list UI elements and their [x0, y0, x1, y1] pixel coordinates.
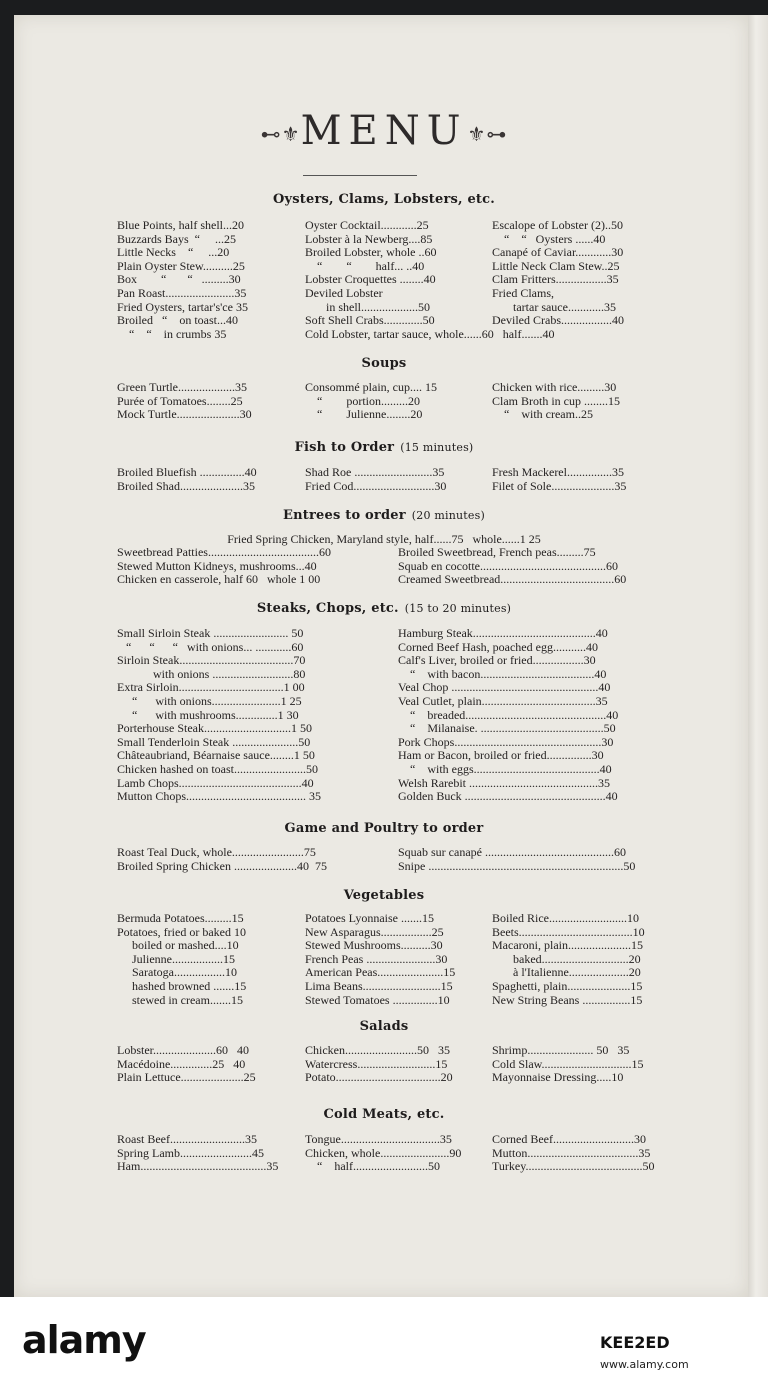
menu-item: Filet of Sole.....................35 — [492, 478, 627, 493]
menu-item: “ with cream..25 — [492, 407, 593, 422]
menu-item: Broiled “ on toast...40 — [117, 313, 238, 328]
menu-item: Golden Buck ...............................................40 — [398, 789, 618, 804]
menu-item: French Peas .......................30 — [305, 951, 448, 966]
menu-item: baked.............................20 — [492, 951, 641, 966]
menu-item: American Peas......................15 — [305, 965, 456, 980]
menu-item: Shrimp...................... 50 35 — [492, 1043, 630, 1057]
menu-item: “ Milanaise. .........................................50 — [398, 721, 616, 736]
salads-col-3 — [492, 1044, 644, 1085]
menu-item: Box “ “ .........30 — [117, 272, 241, 287]
menu-item: Ham or Bacon, broiled or fried...............30 — [398, 748, 604, 763]
menu-item: Porterhouse Steak.............................1 50 — [117, 721, 312, 736]
menu-item: Saratoga.................10 — [117, 965, 237, 980]
menu-item: Mock Turtle.....................30 — [117, 407, 252, 422]
menu-item: Oyster Cocktail............25 — [305, 218, 429, 232]
menu-item: Broiled Spring Chicken .....................40 75 — [117, 858, 327, 873]
menu-item: Lima Beans..........................15 — [305, 978, 453, 993]
menu-item: Creamed Sweetbread......................................60 — [398, 572, 627, 587]
section-title-steaks — [0, 601, 768, 616]
menu-item: Turkey.......................................50 — [492, 1159, 655, 1174]
menu-item: stewed in cream.......15 — [117, 992, 243, 1007]
menu-item: Cold Slaw..............................15 — [492, 1056, 644, 1071]
menu-item: Corned Beef...........................30 — [492, 1132, 646, 1146]
vegetables-col-1 — [117, 912, 246, 1007]
steaks-col-1 — [117, 627, 321, 804]
menu-item: Chicken, whole.......................90 — [305, 1145, 462, 1160]
menu-item: Shad Roe ..........................35 — [305, 465, 445, 479]
cold-meats-col-2 — [305, 1133, 461, 1174]
section-title-soups: Soups — [361, 356, 407, 371]
menu-item: Cold Lobster, tartar sauce, whole......60 half.......40 — [305, 326, 555, 341]
menu-item: hashed browned .......15 — [117, 978, 247, 993]
menu-item: Potatoes Lyonnaise .......15 — [305, 911, 434, 925]
menu-item: New String Beans ................15 — [492, 992, 643, 1007]
section-title-game: Game and Poultry to order — [284, 821, 484, 836]
menu-item: Chicken hashed on toast........................50 — [117, 761, 318, 776]
menu-item: Calf's Liver, broiled or fried.................30 — [398, 653, 596, 668]
menu-item: Buzzards Bays “ ...25 — [117, 231, 236, 246]
menu-item: Mutton.....................................35 — [492, 1145, 651, 1160]
steaks-note: (15 to 20 minutes) — [404, 602, 512, 615]
menu-item: Welsh Rarebit ...........................................35 — [398, 775, 611, 790]
menu-item: Purée of Tomatoes........25 — [117, 393, 243, 408]
menu-item: “ half.........................50 — [305, 1159, 440, 1174]
fish-col-2 — [305, 466, 446, 493]
menu-item: Pork Chops.................................................30 — [398, 734, 614, 749]
menu-item: Mutton Chops........................................ 35 — [117, 789, 322, 804]
menu-item: Spring Lamb........................45 — [117, 1145, 264, 1160]
cold-meats-col-3 — [492, 1133, 654, 1174]
menu-item: Corned Beef Hash, poached egg...........40 — [398, 639, 598, 654]
menu-item: Stewed Mushrooms..........30 — [305, 938, 443, 953]
menu-item: “ “ half... ..40 — [305, 258, 425, 273]
menu-item: Watercress..........................15 — [305, 1056, 448, 1071]
menu-item: Escalope of Lobster (2)..50 — [492, 218, 623, 232]
menu-item: “ “ Oysters ......40 — [492, 231, 606, 246]
stock-id: KEE2ED — [600, 1333, 670, 1352]
entrees-title-text: Entrees to order — [283, 508, 406, 523]
fish-col-1 — [117, 466, 257, 493]
menu-item: Lobster.....................60 40 — [117, 1043, 249, 1057]
menu-item: Canapé of Caviar............30 — [492, 245, 624, 260]
menu-item: “ with bacon......................................40 — [398, 666, 607, 681]
menu-item: boiled or mashed....10 — [117, 938, 239, 953]
title-ornament-right: ⚜⊶ — [467, 122, 508, 146]
menu-title — [0, 108, 768, 154]
entrees-note: (20 minutes) — [411, 509, 485, 522]
menu-item: “ breaded...............................................40 — [398, 707, 619, 722]
menu-item: Broiled Bluefish ...............40 — [117, 465, 257, 479]
menu-item: Consommé plain, cup.... 15 — [305, 380, 437, 394]
menu-item: Plain Oyster Stew..........25 — [117, 258, 245, 273]
menu-item: Deviled Lobster — [305, 285, 383, 300]
menu-item: Pan Roast.......................35 — [117, 285, 247, 300]
menu-item: Broiled Sweetbread, French peas.........75 — [398, 545, 596, 559]
menu-item: Chicken with rice.........30 — [492, 380, 617, 394]
menu-item: Ham..........................................35 — [117, 1159, 279, 1174]
menu-item: “ with onions.......................1 25 — [117, 693, 302, 708]
fish-title-text: Fish to Order — [294, 440, 395, 455]
section-title-cold-meats: Cold Meats, etc. — [323, 1107, 445, 1122]
section-title-entrees — [0, 508, 768, 523]
menu-item: tartar sauce............35 — [492, 299, 616, 314]
menu-item: Hamburg Steak.........................................40 — [398, 626, 608, 640]
menu-item: Beets......................................10 — [492, 924, 645, 939]
menu-item: with onions ...........................80 — [117, 666, 306, 681]
game-col-1 — [117, 846, 327, 873]
menu-item: Lobster Croquettes ........40 — [305, 272, 436, 287]
menu-item: Chicken........................50 35 — [305, 1043, 450, 1057]
menu-item: Julienne.................15 — [117, 951, 235, 966]
menu-item: “ with mushrooms..............1 30 — [117, 707, 299, 722]
menu-item: in shell...................50 — [305, 299, 430, 314]
section-title-vegetables: Vegetables — [343, 888, 425, 903]
menu-item: Spaghetti, plain.....................15 — [492, 978, 643, 993]
menu-item: Plain Lettuce.....................25 — [117, 1070, 256, 1085]
soups-col-1 — [117, 381, 252, 422]
menu-item: Broiled Lobster, whole ..60 — [305, 245, 437, 260]
fish-col-3 — [492, 466, 626, 493]
menu-item: “ with eggs..........................................40 — [398, 761, 612, 776]
menu-item: Roast Beef.........................35 — [117, 1132, 257, 1146]
soups-col-3 — [492, 381, 620, 422]
section-title-fish — [0, 440, 768, 455]
menu-item: Potato...................................20 — [305, 1070, 453, 1085]
oysters-col-1 — [117, 219, 297, 341]
vegetables-col-3 — [492, 912, 645, 1007]
menu-item: Green Turtle...................35 — [117, 380, 247, 394]
fish-note: (15 minutes) — [400, 441, 474, 454]
menu-item: Bermuda Potatoes.........15 — [117, 911, 244, 925]
menu-item: “ portion.........20 — [305, 393, 420, 408]
salads-col-2 — [305, 1044, 453, 1085]
menu-item: Clam Broth in cup ........15 — [492, 393, 620, 408]
menu-item: “ “ in crumbs 35 — [117, 326, 227, 341]
menu-item: Lamb Chops.........................................40 — [117, 775, 314, 790]
menu-item: Broiled Shad.....................35 — [117, 478, 255, 493]
menu-item: à l'Italienne....................20 — [492, 965, 641, 980]
menu-item: Extra Sirloin...................................1 00 — [117, 680, 305, 695]
menu-item: Snipe .................................................................50 — [398, 858, 636, 873]
menu-item: Little Necks “ ...20 — [117, 245, 230, 260]
entrees-col-1 — [117, 546, 331, 587]
menu-item: Veal Cutlet, plain......................................35 — [398, 693, 608, 708]
section-title-oysters: Oysters, Clams, Lobsters, etc. — [273, 192, 495, 207]
cold-meats-col-1 — [117, 1133, 278, 1174]
menu-item: Sweetbread Patties.....................................60 — [117, 545, 331, 559]
menu-item: “ “ “ with onions... ............60 — [117, 639, 304, 654]
entrees-col-2 — [398, 546, 626, 587]
menu-item: Sirloin Steak......................................70 — [117, 653, 306, 668]
steaks-col-2 — [398, 627, 618, 804]
entrees-center-line: Fried Spring Chicken, Maryland style, half......75 whole......1 25 — [227, 532, 541, 546]
menu-item: Boiled Rice..........................10 — [492, 911, 639, 925]
menu-item: Fried Oysters, tartar's'ce 35 — [117, 299, 248, 314]
menu-item: Chicken en casserole, half 60 whole 1 00 — [117, 572, 321, 587]
menu-item: Mayonnaise Dressing.....10 — [492, 1070, 624, 1085]
menu-item: Fresh Mackerel...............35 — [492, 465, 624, 479]
stock-url: www.alamy.com — [600, 1358, 689, 1371]
menu-item: Lobster à la Newberg....85 — [305, 231, 433, 246]
menu-item: Tongue.................................35 — [305, 1132, 452, 1146]
menu-item: Macédoine..............25 40 — [117, 1056, 246, 1071]
steaks-title-text: Steaks, Chops, etc. — [256, 601, 399, 616]
brand-logo: alamy — [22, 1318, 146, 1362]
soups-col-2 — [305, 381, 437, 422]
menu-item: Small Sirloin Steak ......................... 50 — [117, 626, 304, 640]
title-ornament-left: ⊷⚜ — [260, 122, 301, 146]
menu-item: New Asparagus.................25 — [305, 924, 444, 939]
menu-item: Squab sur canapé ...........................................60 — [398, 845, 626, 859]
menu-item: Stewed Mutton Kidneys, mushrooms...40 — [117, 558, 317, 573]
section-title-salads: Salads — [359, 1019, 409, 1034]
title-rule — [303, 175, 417, 176]
menu-title-text: MENU — [300, 108, 468, 154]
page-edge — [748, 15, 768, 1297]
menu-item: Veal Chop .................................................40 — [398, 680, 611, 695]
menu-item: Deviled Crabs.................40 — [492, 313, 624, 328]
menu-item: Squab en cocotte..........................................60 — [398, 558, 618, 573]
menu-item: Roast Teal Duck, whole........................75 — [117, 845, 316, 859]
game-col-2 — [398, 846, 635, 873]
oysters-col-3 — [492, 219, 662, 328]
menu-item: Fried Cod...........................30 — [305, 478, 447, 493]
menu-item: Macaroni, plain.....................15 — [492, 938, 643, 953]
menu-item: Small Tenderloin Steak ......................50 — [117, 734, 311, 749]
menu-item: Blue Points, half shell...20 — [117, 218, 244, 232]
menu-item: Potatoes, fried or baked 10 — [117, 924, 246, 939]
menu-item: Little Neck Clam Stew..25 — [492, 258, 620, 273]
salads-col-1 — [117, 1044, 256, 1085]
vegetables-col-2 — [305, 912, 455, 1007]
menu-item: Fried Clams, — [492, 285, 554, 300]
menu-item: Soft Shell Crabs.............50 — [305, 313, 435, 328]
menu-item: “ Julienne........20 — [305, 407, 423, 422]
menu-item: Stewed Tomatoes ...............10 — [305, 992, 450, 1007]
menu-item: Clam Fritters.................35 — [492, 272, 619, 287]
menu-item: Châteaubriand, Béarnaise sauce........1 50 — [117, 748, 315, 763]
